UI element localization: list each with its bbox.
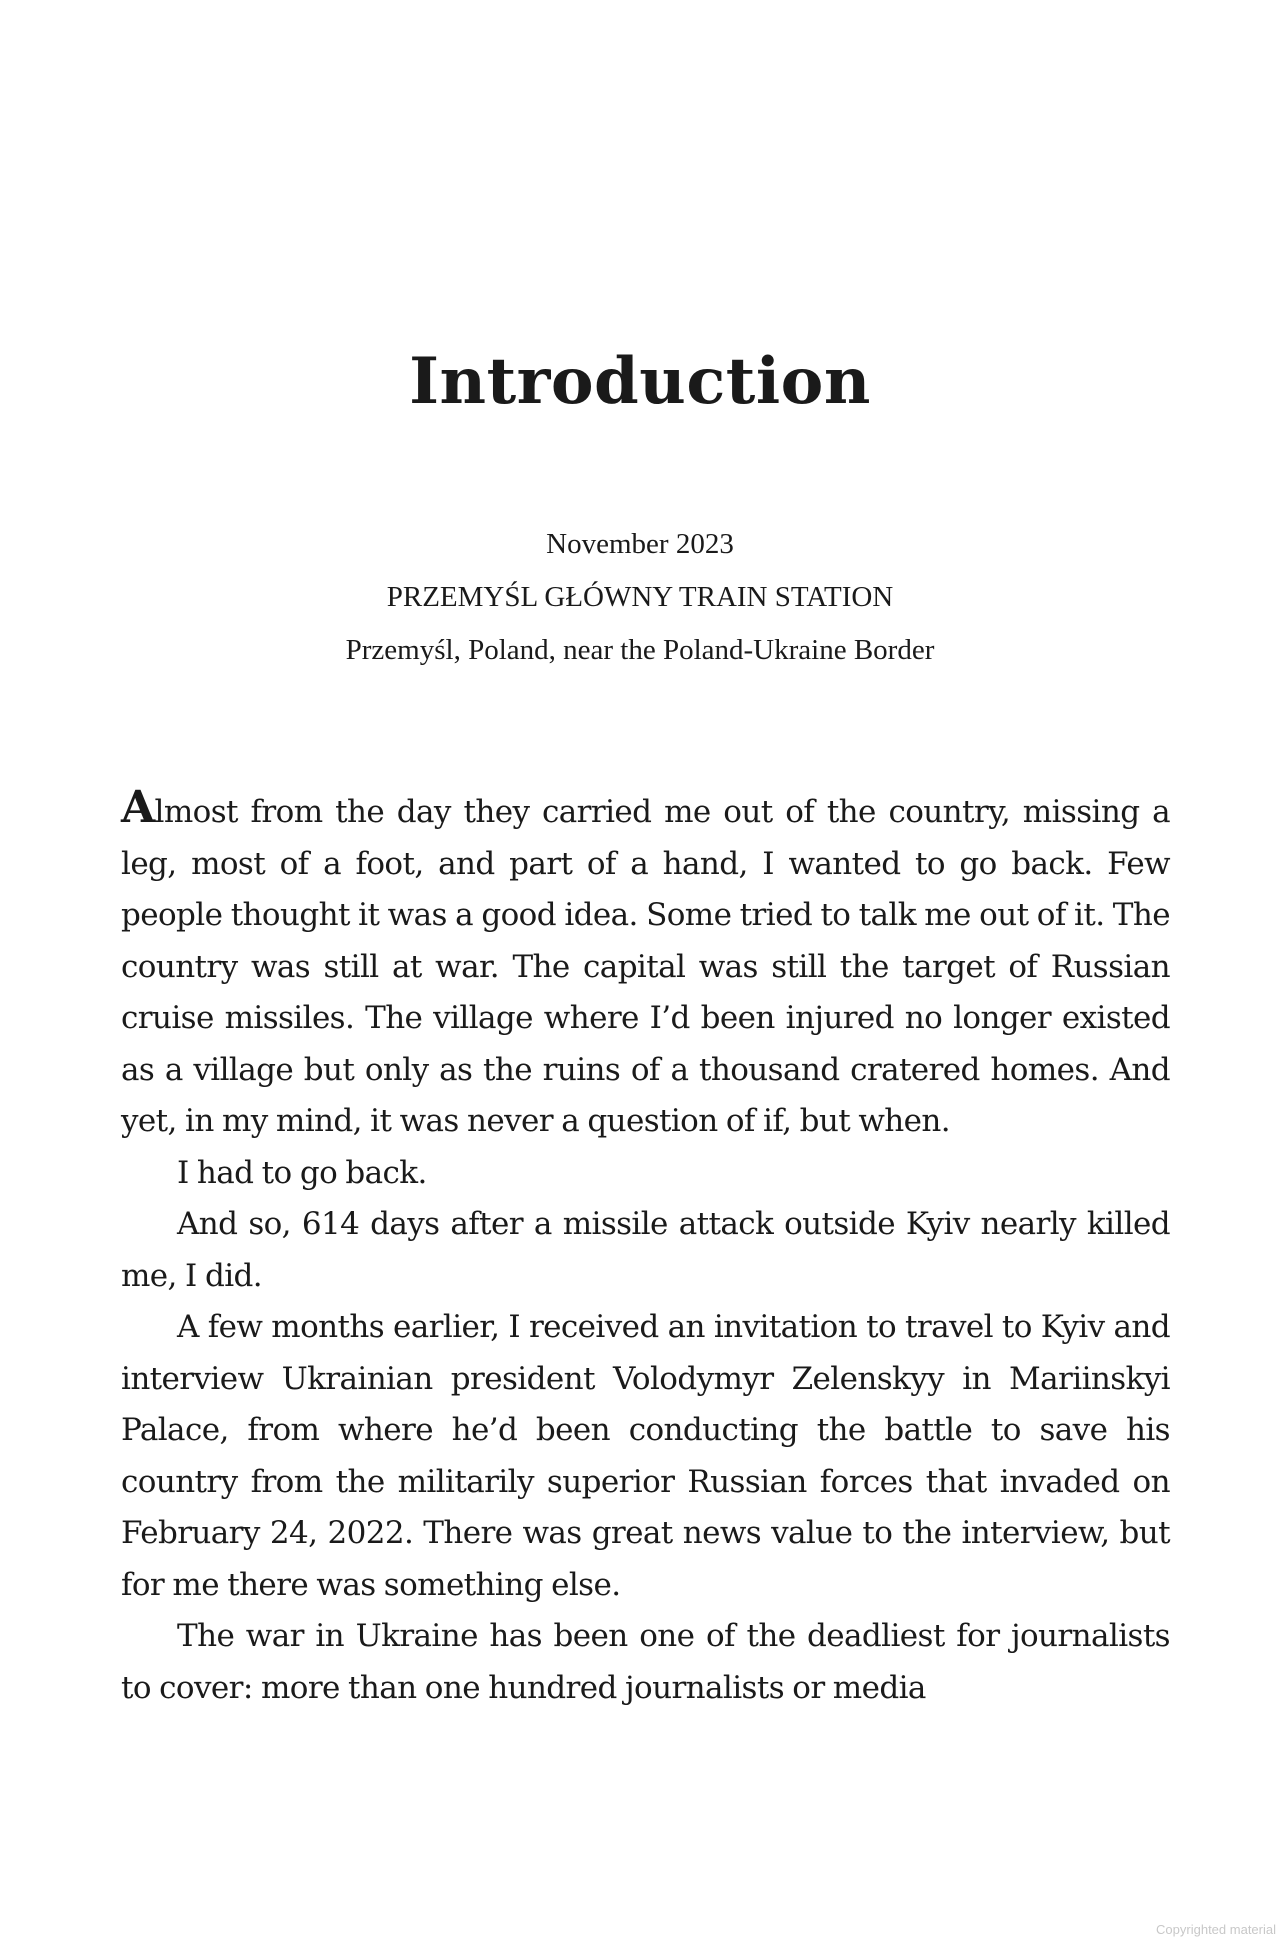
- copyright-watermark: Copyrighted material: [1156, 1922, 1276, 1937]
- paragraph-5: The war in Ukraine has been one of the deadliest for journalists to cover: more than one hundred journalists or media: [121, 1618, 1170, 1706]
- body-text: [121, 782, 1170, 1714]
- dateline-place: PRZEMYŚL GŁÓWNY TRAIN STATION: [386, 581, 894, 613]
- dateline-date: November 2023: [546, 528, 734, 560]
- dateline: [0, 518, 1280, 677]
- chapter-title: Introduction: [409, 344, 871, 419]
- drop-initial: A: [121, 782, 155, 833]
- paragraph-3: And so, 614 days after a missile attack outside Kyiv nearly killed me, I did.: [121, 1206, 1170, 1294]
- paragraph-4: A few months earlier, I received an invitation to travel to Kyiv and interview Ukrainian president Volodymyr Zelenskyy in Mariinskyi Palace, from where he’d been conducting the battle to save his country from the militarily superior Russian forces that invaded on February 24, 2022. There was great news value to the interview, but for me there was something else.: [121, 1309, 1170, 1603]
- opening-paragraph: [121, 782, 1170, 1148]
- opening-paragraph-text: lmost from the day they carried me out of the country, missing a leg, most of a foot, and part of a hand, I wanted to go back. Few people thought it was a good idea. Some tried to talk me out of it. The country was still at war. The capital was still the target of Russian cruise missiles. The village where I’d been injured no longer existed as a village but only as the ruins of a thousand cratered homes. And yet, in my mind, it was never a question of if, but when.: [121, 794, 1170, 1139]
- dateline-location: Przemyśl, Poland, near the Poland-Ukraine Border: [345, 634, 935, 666]
- paragraph-2: I had to go back.: [177, 1154, 427, 1191]
